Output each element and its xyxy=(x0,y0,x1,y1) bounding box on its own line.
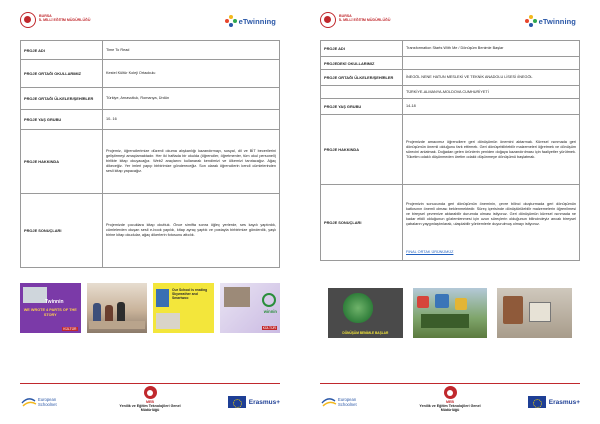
meb-line2: Yenilik ve Eğitim Teknolojileri Genel Müdürlüğü xyxy=(419,404,481,413)
project-photo xyxy=(497,288,572,338)
project-photo xyxy=(328,288,403,338)
table-row xyxy=(21,130,280,194)
photo-caption: DÖNÜŞÜM BENİMLE BAŞLAR xyxy=(342,331,389,335)
eu-flag-icon xyxy=(228,396,246,408)
table-row xyxy=(321,86,580,99)
table-row xyxy=(321,57,580,70)
row-value: Projemizde çocuklara kitap okuttuk. Önce simifta sonra öğleç yerlerde, ses kaydı yaptırdık, cümlelerden oluşan sesli e-book yapıldı, kitap ayraç yaptık ve postayla birbirimize gönderdik, yaşlı birine kitap okudular, ağaç dikerlerin fotosunu attıdık. xyxy=(103,194,280,268)
etwinning-wordmark: eTwinning xyxy=(538,16,576,26)
european-schoolnet-icon xyxy=(320,394,368,410)
row-label xyxy=(321,86,403,99)
row-label: PROJE ORTAĞI ÜLKELER/ŞEHİRLER xyxy=(321,70,403,86)
table-row xyxy=(21,194,280,268)
row-label: PROJE HAKKINDA xyxy=(321,115,403,185)
row-value: Türkiye, Arnavutluk, Romanya, Ürdün xyxy=(103,88,280,110)
photo-brand: winnin xyxy=(263,309,277,314)
table-row xyxy=(321,115,580,185)
row-value: TÜRKİYE-ALMANYA-MOLDOVA CUMHURİYETİ xyxy=(403,86,580,99)
project-photo xyxy=(220,283,281,333)
table-row xyxy=(321,70,580,86)
meb-line1: MEB xyxy=(446,400,454,404)
project-info-table xyxy=(320,40,580,261)
photo-badge: KÜLTÜR xyxy=(262,326,276,330)
table-row xyxy=(321,41,580,57)
footer-rule xyxy=(320,383,580,384)
page-header xyxy=(20,10,280,32)
etwinning-wordmark: eTwinning xyxy=(238,16,276,26)
table-row xyxy=(321,99,580,115)
etwinning-star-icon xyxy=(525,15,537,27)
etwinning-logo xyxy=(225,14,276,28)
svg-text:European: European xyxy=(338,397,357,402)
row-value: 10- 16 xyxy=(103,110,280,130)
row-label: PROJE ADI xyxy=(21,41,103,60)
row-value: Time To Read xyxy=(103,41,280,60)
page-footer xyxy=(20,386,280,416)
project-photo xyxy=(153,283,214,333)
photo-caption: WE WROTE 4 PARTS OF THE STORY xyxy=(23,308,77,317)
row-label: PROJE ADI xyxy=(321,41,403,57)
svg-text:Schoolnet: Schoolnet xyxy=(338,402,357,407)
svg-text:European: European xyxy=(38,397,57,402)
bursa-line1: BURSA xyxy=(39,14,52,18)
row-label: PROJE YAŞ GRUBU xyxy=(321,99,403,115)
row-value: Kestel Kültür Koleji Ortaokulu xyxy=(103,60,280,88)
table-row xyxy=(21,41,280,60)
bursa-line2: İL MİLLİ EĞİTİM MÜDÜRLÜĞÜ xyxy=(339,18,391,23)
table-row xyxy=(21,110,280,130)
final-product-link[interactable]: FINAL ORTAK ÜRÜNÜMÜZ xyxy=(406,249,454,254)
photo-strip xyxy=(20,283,280,333)
bursa-seal-icon xyxy=(20,12,36,28)
row-value xyxy=(403,57,580,70)
row-label: PROJE HAKKINDA xyxy=(21,130,103,194)
eu-flag-icon xyxy=(528,396,546,408)
etwinning-star-icon xyxy=(225,15,237,27)
bursa-line2: İL MİLLİ EĞİTİM MÜDÜRLÜĞÜ xyxy=(39,18,91,23)
row-value: 14-18 xyxy=(403,99,580,115)
row-value: İNEGÖL NENE HATUN MESLEKİ VE TEKNİK ANADOLU LİSESİ /İNEGÖL xyxy=(403,70,580,86)
table-row xyxy=(21,60,280,88)
bursa-seal-icon xyxy=(320,12,336,28)
bursa-meb-logo xyxy=(20,12,91,30)
row-label: PROJE ORTAĞI ÜLKELER/ŞEHİRLER xyxy=(21,88,103,110)
erasmus-wordmark: Erasmus+ xyxy=(248,398,280,406)
row-label: PROJE SONUÇLARI xyxy=(321,185,403,261)
bursa-line1: BURSA xyxy=(339,14,352,18)
erasmus-logo xyxy=(228,396,280,408)
table-row xyxy=(321,185,580,245)
page-header xyxy=(320,10,580,32)
european-schoolnet-icon xyxy=(20,394,68,410)
meb-seal-icon xyxy=(144,386,157,399)
row-value: Projemizin sonucunda geri dönüşümün öneminin, çevre bilinci oluşturmada geri dönüşümün katkısının önemli olması beklenmektedir. Süreç içerisinde dönüştürülebilir malzemelerin öğrenilmesi ve bireysel çevrenize aktarabilir durumda olması istiyoruz. Geri dönüşümün küresel ısınmada ne kadar etkili olduğunun gözlemlenmesi için uzun süreçlerin olduğunun bilincindeyiz ancak bireysel çabaların yaygınlaştırılarak, ulaşılabilir yöntemlerle duyurulmuş olmayı istiyoruz. xyxy=(403,185,580,245)
row-value: Projemiz, öğrencilerimize düzenli okuma alışkanlığı kazandırmayı, sosyal, dil ve BİT becerilerini geliştirmeyi amaçlamaktadır. Her iki haftada bir okulda (öğrenciler, öğretmenler, tüm okul personeli) birlikte kitap okuyacağız. Web2 araçlarını kullanarak kendimizi ve ülkemizi tanıtacağız. Ağaç dikeceğiz. Yer imleri yapıp birbirimize göndereceğiz. Son olarak öğrencilerin kendi cümlelerinden sesli kitap yapacağız. xyxy=(103,130,280,194)
row-label: PROJE YAŞ GRUBU xyxy=(21,110,103,130)
footer-rule xyxy=(20,383,280,384)
table-row xyxy=(21,88,280,110)
photo-strip xyxy=(328,288,572,338)
row-label: PROJEDEKİ OKULLARIMIZ xyxy=(321,57,403,70)
etwinning-logo xyxy=(525,14,576,28)
bursa-meb-logo xyxy=(320,12,391,30)
meb-line1: MEB xyxy=(146,400,154,404)
project-photo xyxy=(413,288,488,338)
photo-caption: Our School is reading Skyweather and Smartwoo xyxy=(172,288,208,301)
svg-text:Schoolnet: Schoolnet xyxy=(38,402,57,407)
photo-badge: KÜLTÜR xyxy=(63,327,77,331)
project-info-table xyxy=(20,40,280,268)
photo-brand: Twinnin xyxy=(45,299,64,305)
meb-line2: Yenilik ve Eğitim Teknolojileri Genel Müdürlüğü xyxy=(119,404,181,413)
page-footer xyxy=(320,386,580,416)
row-value: Transformation Starts With Me / Dönüşüm Benimle Başlar xyxy=(403,41,580,57)
right-page xyxy=(300,0,600,424)
project-photo xyxy=(20,283,81,333)
row-label: PROJE ORTAĞI OKULLARIMIZ xyxy=(21,60,103,88)
erasmus-wordmark: Erasmus+ xyxy=(548,398,580,406)
meb-yegitek-logo xyxy=(118,386,182,416)
row-value: Projemizde amacımız öğrencilere geri dönüşümün önemini aktarmak. Küresel ısınmada geri dönüşümün önemli olduğunu fark ettirmek. Geri dönüşebilirlebilir malzemeleri öğretmek ve dönüşüm sürecini anlatmak. Doğadan gelen ürünlerin yeniden doğaya kazandırılması için faaliyetler yürütmek. Tüketim odaklı düşünmeden üretim odaklı düşünmeye dönüşümü başlatmak. xyxy=(403,115,580,185)
meb-yegitek-logo xyxy=(418,386,482,416)
european-schoolnet-logo xyxy=(320,394,368,410)
erasmus-logo xyxy=(528,396,580,408)
project-photo xyxy=(87,283,148,333)
meb-seal-icon xyxy=(444,386,457,399)
row-label: PROJE SONUÇLARI xyxy=(21,194,103,268)
european-schoolnet-logo xyxy=(20,394,68,410)
